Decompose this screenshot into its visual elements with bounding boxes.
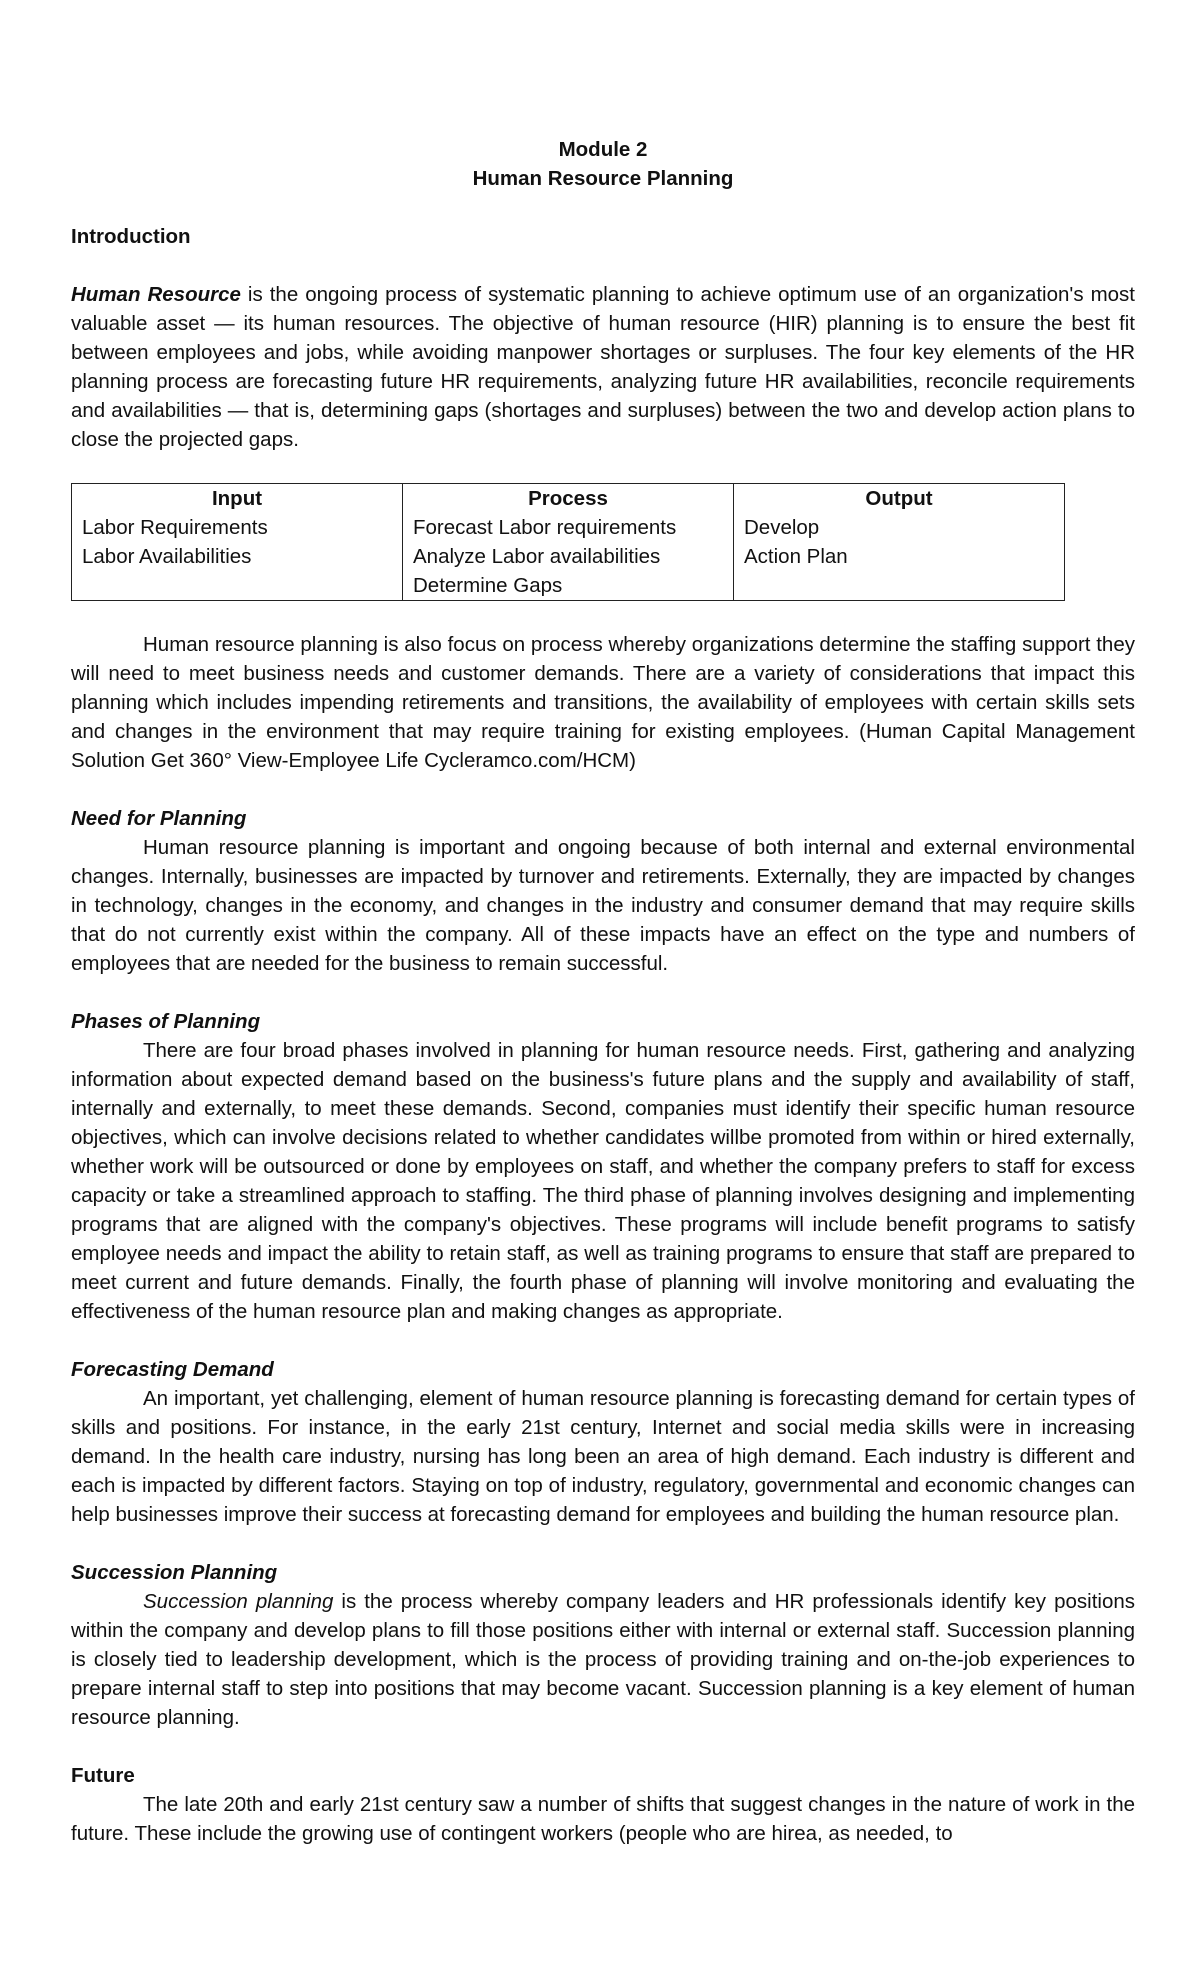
table-header-input: Input: [72, 484, 403, 514]
lead-term-human-resource: Human Resource: [71, 283, 241, 306]
process-item: Determine Gaps: [413, 574, 563, 597]
succession-planning-paragraph: [71, 1587, 1135, 1732]
table-cell-process: [403, 513, 734, 601]
table-header-output: Output: [734, 484, 1065, 514]
process-item: Analyze Labor availabilities: [413, 545, 661, 568]
lead-term-succession-planning: Succession planning: [143, 1590, 334, 1613]
phases-of-planning-paragraph: There are four broad phases involved in planning for human resource needs. First, gathering and analyzing information about expected demand based on the business's future plans and the supply and availability of staff, internally and externally, to meet these demands. Second, companies must identify their specific human resource objectives, which can involve decisions related to whether candidates willbe promoted from within or hired externally, whether work will be outsourced or done by employees on staff, and whether the company prefers to staff for excess capacity or take a streamlined approach to staffing. The third phase of planning involves designing and implementing programs that are aligned with the company's objectives. These programs will include benefit programs to satisfy employee needs and impact the ability to retain staff, as well as training programs to ensure that staff are prepared to meet current and future demands. Finally, the fourth phase of planning will involve monitoring and evaluating the effectiveness of the human resource plan and making changes as appropriate.: [71, 1039, 1135, 1323]
future-heading: Future: [71, 1764, 135, 1787]
page-title: Human Resource Planning: [472, 167, 734, 190]
future-paragraph: The late 20th and early 21st century saw a number of shifts that suggest changes in the nature of work in the future. These include the growing use of contingent workers (people who are hirea, as needed, to: [71, 1793, 1135, 1845]
input-item: Labor Requirements: [82, 516, 268, 539]
phases-of-planning-heading: Phases of Planning: [71, 1010, 261, 1033]
succession-planning-body: is the process whereby company leaders and HR professionals identify key positions within the company and develop plans to fill those positions either with internal or external staff. Succession planning is closely tied to leadership development, which is the process of providing training and on-the-job experiences to prepare internal staff to step into positions that may become vacant. Succession planning is a key element of human resource planning.: [71, 1590, 1135, 1729]
table-cell-input: [72, 513, 403, 601]
staffing-paragraph: Human resource planning is also focus on process whereby organizations determine the staffing support they will need to meet business needs and customer demands. There are a variety of considerations that impact this planning which includes impending retirements and transitions, the availability of employees with certain skills sets and changes in the environment that may require training for existing employees. (Human Capital Management Solution Get 360° View-Employee Life Cycleramco.com/HCM): [71, 633, 1135, 772]
forecasting-demand-paragraph: An important, yet challenging, element of human resource planning is forecasting demand for certain types of skills and positions. For instance, in the early 21st century, Internet and social media skills were in increasing demand. In the health care industry, nursing has long been an area of high demand. Each industry is different and each is impacted by different factors. Staying on top of industry, regulatory, governmental and economic changes can help businesses improve their success at forecasting demand for employees and building the human resource plan.: [71, 1387, 1135, 1526]
introduction-heading: Introduction: [71, 225, 191, 248]
output-item: Action Plan: [744, 545, 848, 568]
forecasting-demand-heading: Forecasting Demand: [71, 1358, 274, 1381]
output-item: Develop: [744, 516, 820, 539]
introduction-body: is the ongoing process of systematic planning to achieve optimum use of an organization's most valuable asset — its human resources. The objective of human resource (HIR) planning is to ensure the best fit between employees and jobs, while avoiding manpower shortages or surpluses. The four key elements of the HR planning process are forecasting future HR requirements, analyzing future HR availabilities, reconcile requirements and availabilities — that is, determining gaps (shortages and surpluses) between the two and develop action plans to close the projected gaps.: [71, 283, 1135, 451]
document-page: [71, 0, 1135, 1848]
input-process-output-table: [71, 483, 1065, 601]
table-header-process: Process: [403, 484, 734, 514]
succession-planning-heading: Succession Planning: [71, 1561, 278, 1584]
module-label: Module 2: [558, 138, 648, 161]
table-cell-output: [734, 513, 1065, 601]
introduction-paragraph: [71, 280, 1135, 454]
need-for-planning-paragraph: Human resource planning is important and ongoing because of both internal and external environmental changes. Internally, businesses are impacted by turnover and retirements. Externally, they are impacted by changes in technology, changes in the economy, and changes in the industry and consumer demand that may require skills that do not currently exist within the company. All of these impacts have an effect on the type and numbers of employees that are needed for the business to remain successful.: [71, 836, 1135, 975]
process-item: Forecast Labor requirements: [413, 516, 677, 539]
input-item: Labor Availabilities: [82, 545, 252, 568]
need-for-planning-heading: Need for Planning: [71, 807, 247, 830]
